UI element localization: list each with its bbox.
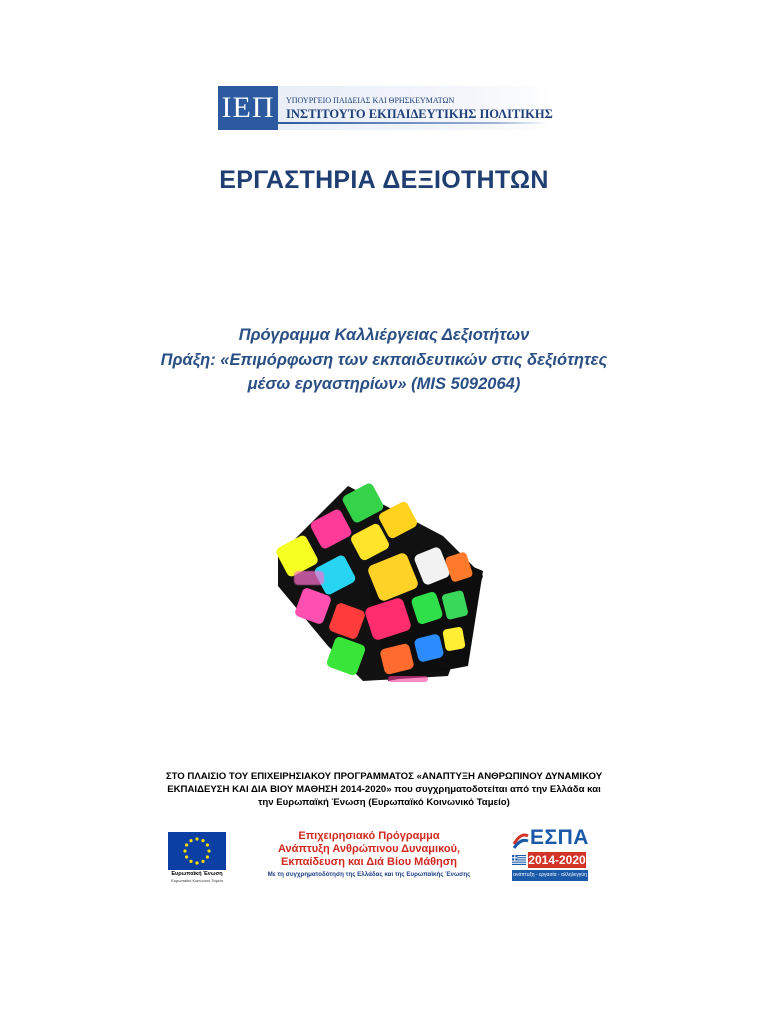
program-subtitle (100, 323, 668, 397)
subtitle-line-1: Πρόγραμμα Καλλιέργειας Δεξιοτήτων (238, 326, 530, 344)
eu-label: Ευρωπαϊκή Ένωση (171, 871, 223, 877)
rubiks-cube-image (268, 476, 498, 696)
subtitle-line-3: μέσω εργαστηρίων» (MIS 5092064) (247, 375, 521, 393)
eu-fund-label: Ευρωπαϊκό Κοινωνικό Ταμείο (171, 878, 223, 883)
iep-logo-abbr: ΙΕΠ (218, 86, 278, 130)
eu-flag-icon (168, 832, 226, 870)
funding-statement (60, 770, 708, 809)
espa-years: 2014-2020 (528, 853, 586, 867)
espa-name: ΕΣΠΑ (530, 826, 589, 849)
op-line-2: Ανάπτυξη Ανθρώπινου Δυναμικού, (277, 843, 461, 855)
espa-swirl-icon (512, 830, 530, 850)
iep-institute-name: ΙΝΣΤΙΤΟΥΤΟ ΕΚΠΑΙΔΕΥΤΙΚΗΣ ΠΟΛΙΤΙΚΗΣ (286, 107, 553, 121)
funding-line-1: ΣΤΟ ΠΛΑΙΣΙΟ ΤΟΥ ΕΠΙΧΕΙΡΗΣΙΑΚΟΥ ΠΡΟΓΡΑΜΜΑΤΟΣ «ΑΝΑΠΤΥΞΗ ΑΝΘΡΩΠΙΝΟΥ ΔΥΝΑΜΙΚΟΥ (165, 771, 603, 782)
espa-tagline: ανάπτυξη - εργασία - αλληλεγγύη (512, 870, 588, 881)
greek-flag-icon (512, 855, 526, 865)
subtitle-line-2: Πράξη: «Επιμόρφωση των εκπαιδευτικών στις δεξιότητες (160, 350, 608, 369)
iep-logo (218, 86, 553, 132)
op-cofunding-note: Με τη συγχρηματοδότηση της Ελλάδας και της Ευρωπαϊκής Ένωσης (267, 871, 471, 878)
operational-programme-logo (246, 830, 492, 886)
funding-line-2: ΕΚΠΑΙΔΕΥΣΗ ΚΑΙ ΔΙΑ ΒΙΟΥ ΜΑΘΗΣΗ 2014-2020» που συγχρηματοδοτείται από την Ελλάδα και (167, 784, 601, 795)
page-title: ΕΡΓΑΣΤΗΡΙΑ ΔΕΞΙΟΤΗΤΩΝ (219, 166, 549, 194)
op-line-1: Επιχειρησιακό Πρόγραμμα (298, 830, 440, 842)
funding-line-3: την Ευρωπαϊκή Ένωση (Ευρωπαϊκό Κοινωνικό Ταμείο) (258, 797, 510, 808)
op-line-3: Εκπαίδευση και Διά Βίου Μάθηση (280, 856, 458, 868)
iep-ministry-name: ΥΠΟΥΡΓΕΙΟ ΠΑΙΔΕΙΑΣ ΚΑΙ ΘΡΗΣΚΕΥΜΑΤΩΝ (286, 96, 455, 105)
espa-logo (508, 826, 592, 886)
eu-logo (166, 832, 228, 884)
iep-logo-underline (278, 122, 548, 124)
